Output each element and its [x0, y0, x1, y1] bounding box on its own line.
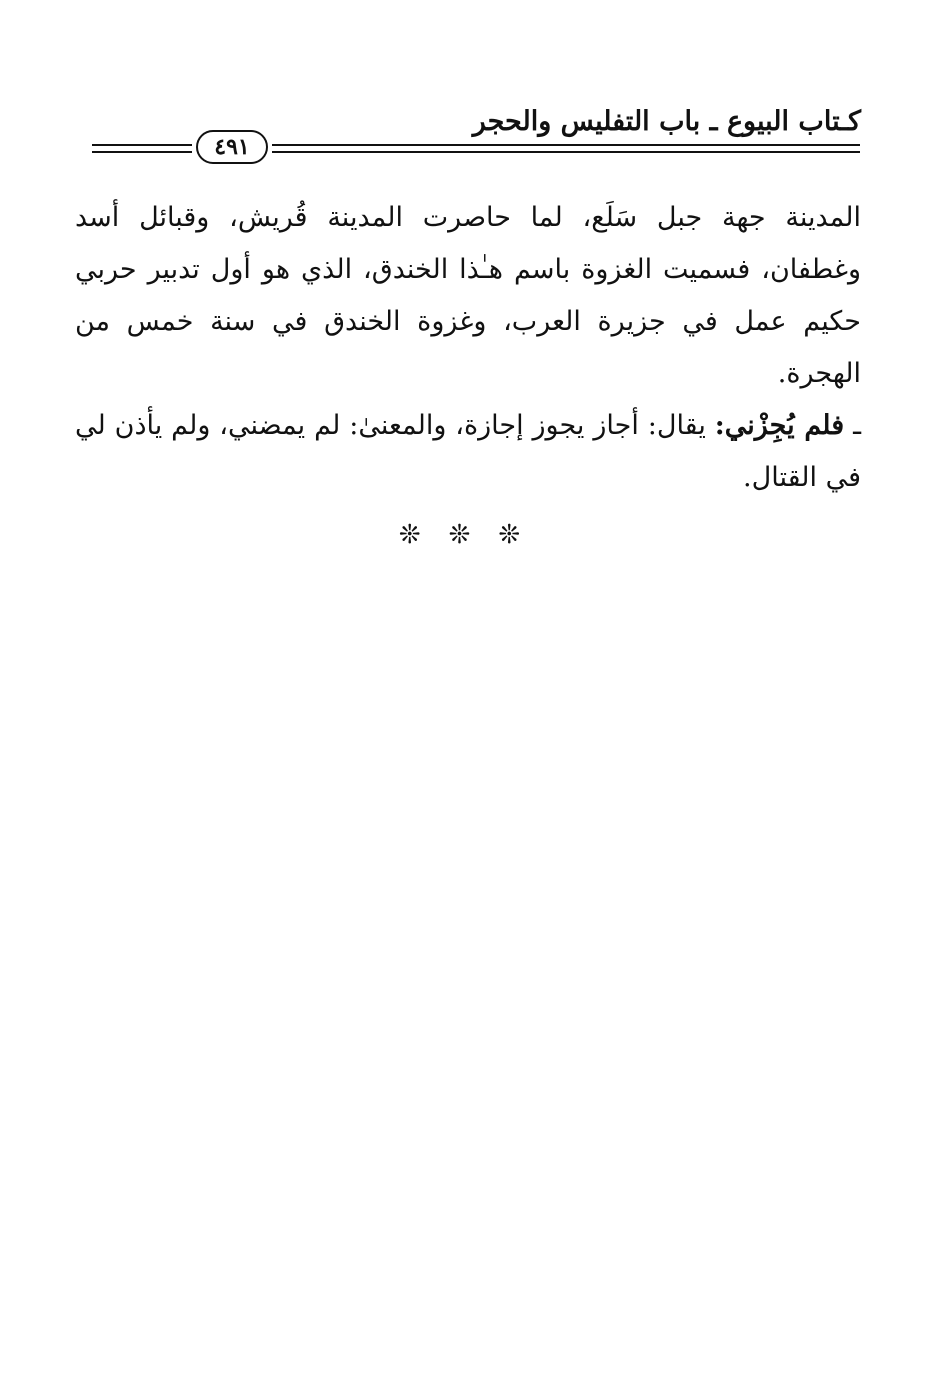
- paragraph-khandaq: المدينة جهة جبل سَلَع، لما حاصرت المدينة قُريش، وقبائل أسد وغطفان، فسميت الغزوة باسم هـٰذا الخندق، الذي هو أول تدبير حربي حكيم عمل في جزيرة العرب، وغزوة الخندق في سنة خمس من الهجرة.: [75, 202, 861, 389]
- entry-dash: ـ: [853, 410, 861, 441]
- running-title: كـتاب البيوع ـ باب التفليس والحجر: [472, 106, 861, 137]
- header-rule-right-bottom: [272, 151, 860, 153]
- body-text: [75, 192, 861, 504]
- page-number: ٤٩١: [196, 130, 268, 164]
- header-rule-left-bottom: [92, 151, 192, 153]
- entry-definition: يقال: أجاز يجوز إجازة، والمعنىٰ: لم يمضني، ولم يأذن لي في القتال.: [75, 410, 861, 493]
- entry-term: فلم يُجِزْني:: [714, 410, 845, 441]
- header-rule-right-top: [272, 144, 860, 146]
- page-header: [0, 96, 947, 166]
- header-rule-left-top: [92, 144, 192, 146]
- section-separator: ❊❊❊: [398, 520, 549, 550]
- glossary-entry: [75, 400, 861, 504]
